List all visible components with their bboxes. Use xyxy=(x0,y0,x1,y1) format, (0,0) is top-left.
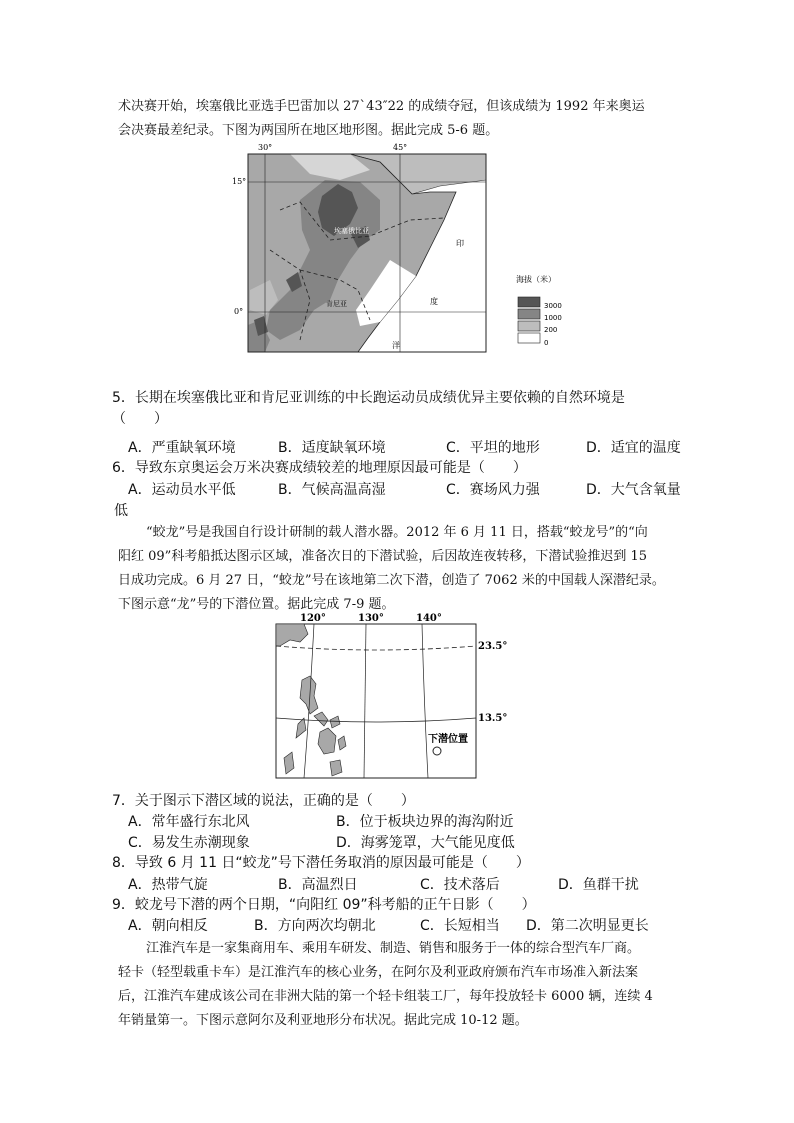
q5-option-d[interactable]: D．适宜的温度 xyxy=(586,440,681,456)
q6-option-d[interactable]: D．大气含氧量 xyxy=(586,482,681,498)
map1-lon-30: 30° xyxy=(258,143,273,152)
map2-lon-140: 140° xyxy=(416,613,442,624)
map1-lon-45: 45° xyxy=(393,143,408,152)
label-ethiopia: 埃塞俄比亚 xyxy=(334,227,369,235)
dive-location-label: 下潜位置 xyxy=(428,734,468,745)
dive-location-marker xyxy=(433,747,441,755)
q5-option-b[interactable]: B．适度缺氧环境 xyxy=(278,440,386,456)
q9-options xyxy=(128,916,688,937)
q6-option-d-tail: 低 xyxy=(114,503,128,519)
q9-option-a[interactable]: A．朝向相反 xyxy=(128,918,208,934)
map1-lat-15: 15° xyxy=(232,177,247,186)
legend-1000: 1000 xyxy=(544,314,562,322)
label-kenya: 肯尼亚 xyxy=(326,300,347,308)
intro-paragraph-1-line-2: 会决赛最差纪录。下图为两国所在地区地形图。据此完成 5-6 题。 xyxy=(118,123,499,138)
q6-stem: 6．导致东京奥运会万米决赛成绩较差的地理原因最可能是（ ） xyxy=(112,460,527,476)
map2-lon-120: 120° xyxy=(300,613,326,624)
label-ocean-yin: 印 xyxy=(456,239,464,248)
legend-title: 海拔（米） xyxy=(516,275,556,284)
q7-option-b[interactable]: B．位于板块边界的海沟附近 xyxy=(336,814,514,830)
intro-paragraph-3-line-1: 江淮汽车是一家集商用车、乘用车研发、制造、销售和服务于一体的综合型汽车厂商。 xyxy=(146,941,641,956)
map2-lat-13-5: 13.5° xyxy=(478,713,508,724)
q9-option-b[interactable]: B．方向两次均朝北 xyxy=(254,918,376,934)
q7-options-row-2 xyxy=(128,833,688,854)
q9-option-d[interactable]: D．第二次明显更长 xyxy=(526,918,649,934)
q5-paren: （ ） xyxy=(112,411,168,427)
q8-option-c[interactable]: C．技术落后 xyxy=(420,877,500,893)
intro-paragraph-2-line-1: “蛟龙”号是我国自行设计研制的载人潜水器。2012 年 6 月 11 日，搭载“蛟龙号”的“向 xyxy=(146,525,648,540)
q9-option-c[interactable]: C．长短相当 xyxy=(420,918,500,934)
map2-lat-23-5: 23.5° xyxy=(478,641,508,652)
dive-location-map xyxy=(270,612,530,780)
intro-paragraph-3-line-2: 轻卡（轻型载重卡车）是江淮汽车的核心业务，在阿尔及利亚政府颁布汽车市场准入新法案 xyxy=(118,965,639,980)
q7-options-row-1 xyxy=(128,812,688,833)
intro-paragraph-2-line-3: 日成功完成。6 月 27 日，“蛟龙”号在该地第二次下潜，创造了 7062 米的中国载人深潜纪录。 xyxy=(118,573,665,588)
q6-option-a[interactable]: A．运动员水平低 xyxy=(128,482,236,498)
label-ocean-yang: 洋 xyxy=(392,341,400,350)
q5-options xyxy=(128,438,688,459)
east-africa-terrain-map xyxy=(230,140,570,355)
intro-paragraph-2-line-4: 下图示意“龙”号的下潜位置。据此完成 7-9 题。 xyxy=(118,597,395,612)
q8-stem: 8．导致 6 月 11 日“蛟龙”号下潜任务取消的原因最可能是（ ） xyxy=(112,855,530,871)
label-ocean-du: 度 xyxy=(430,297,438,306)
q7-stem: 7．关于图示下潜区域的说法，正确的是（ ） xyxy=(112,793,415,809)
legend-3000: 3000 xyxy=(544,302,562,310)
q7-option-d[interactable]: D．海雾笼罩，大气能见度低 xyxy=(336,835,515,851)
q7-option-a[interactable]: A．常年盛行东北风 xyxy=(128,814,250,830)
intro-paragraph-3-line-4: 年销量第一。下图示意阿尔及利亚地形分布状况。据此完成 10-12 题。 xyxy=(118,1013,528,1028)
intro-paragraph-3-line-3: 后，江淮汽车建成该公司在非洲大陆的第一个轻卡组装工厂，每年投放轻卡 6000 辆，连续 4 xyxy=(118,989,653,1004)
q6-options xyxy=(128,480,688,501)
legend-200: 200 xyxy=(544,326,558,334)
elevation-legend xyxy=(516,274,562,347)
q5-stem: 5．长期在埃塞俄比亚和肯尼亚训练的中长跑运动员成绩优异主要依赖的自然环境是 xyxy=(112,390,625,406)
q8-option-a[interactable]: A．热带气旋 xyxy=(128,877,208,893)
map1-lat-0: 0° xyxy=(234,307,244,316)
q7-option-c[interactable]: C．易发生赤潮现象 xyxy=(128,835,250,851)
intro-paragraph-1-line-1: 术决赛开始，埃塞俄比亚选手巴雷加以 27ˋ43″22 的成绩夺冠，但该成绩为 1992 年来奥运 xyxy=(118,99,645,114)
q8-options xyxy=(128,875,688,896)
q8-option-b[interactable]: B．高温烈日 xyxy=(278,877,358,893)
q5-option-c[interactable]: C．平坦的地形 xyxy=(446,440,540,456)
q5-option-a[interactable]: A．严重缺氧环境 xyxy=(128,440,236,456)
q6-option-b[interactable]: B．气候高温高湿 xyxy=(278,482,386,498)
legend-0: 0 xyxy=(544,339,549,347)
q8-option-d[interactable]: D．鱼群干扰 xyxy=(558,877,639,893)
intro-paragraph-2-line-2: 阳红 09”科考船抵达图示区域，准备次日的下潜试验，后因故连夜转移，下潜试验推迟到 15 xyxy=(118,549,647,564)
q6-option-c[interactable]: C．赛场风力强 xyxy=(446,482,540,498)
q9-stem: 9．蛟龙号下潜的两个日期，“向阳红 09”科考船的正午日影（ ） xyxy=(112,897,536,913)
map2-lon-130: 130° xyxy=(358,613,384,624)
